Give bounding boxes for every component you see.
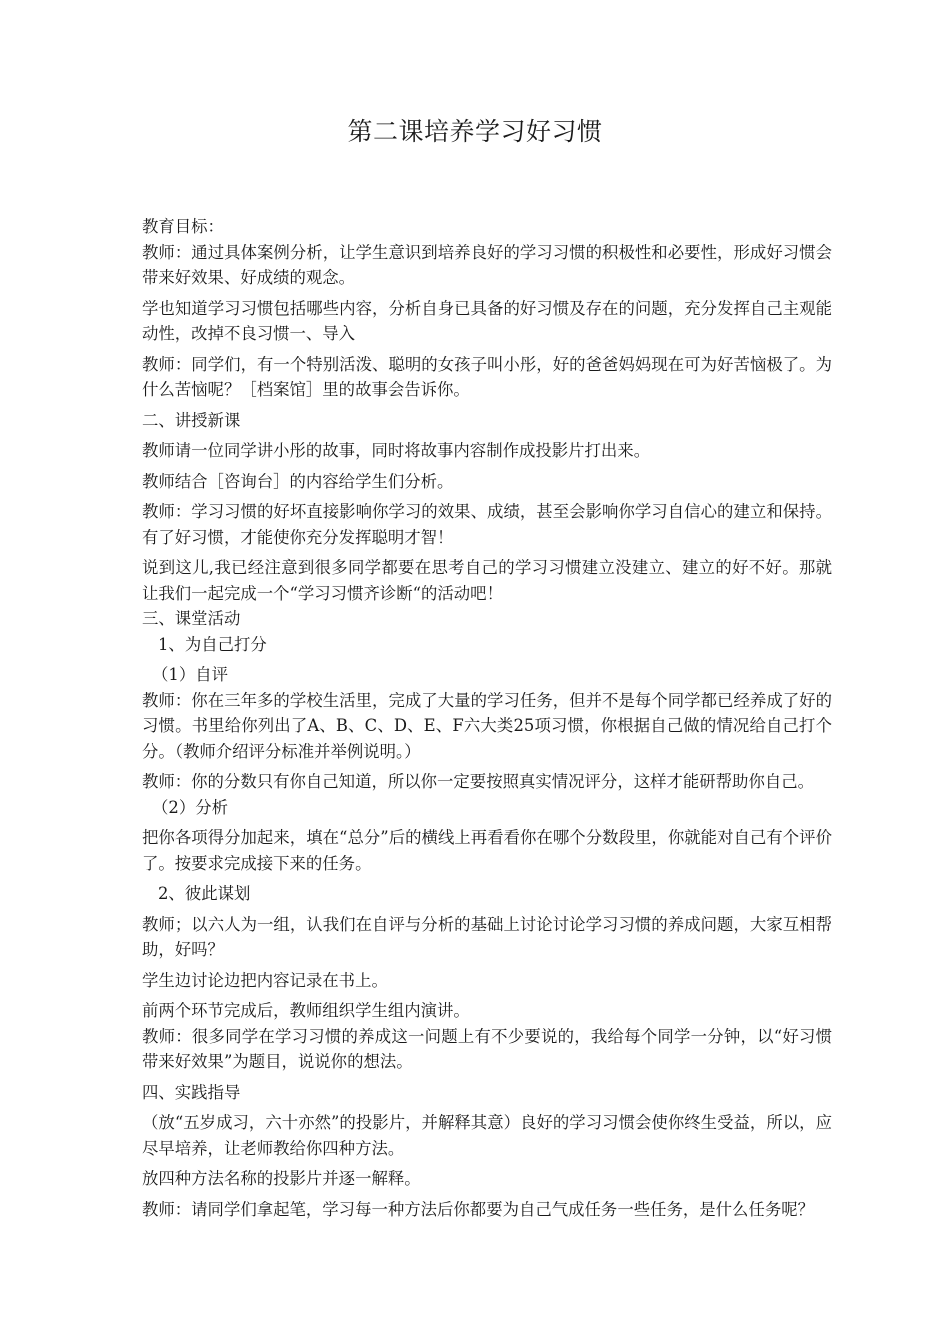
paragraph: 教育目标：	[142, 217, 224, 236]
paragraph: 把你各项得分加起来，填在“总分”后的横线上再看看你在哪个分数段里，你就能对自己有个评价了。按要求完成接下来的任务。	[142, 828, 832, 873]
paragraph: 教师：请同学们拿起笔，学习每一种方法后你都要为自己气成任务一些任务，是什么任务呢？	[142, 1199, 815, 1219]
subsection-heading: （2）分析	[152, 797, 228, 817]
paragraph: 放四种方法名称的投影片并逐一解释。	[142, 1169, 421, 1188]
paragraph: 教师：通过具体案例分析，让学生意识到培养良好的学习习惯的积极性和必要性，形成好习惯会带来好效果、好成绩的观念。	[142, 242, 832, 287]
paragraph: 教师：你在三年多的学校生活里，完成了大量的学习任务，但并不是每个同学都已经养成了好的习惯。书里给你列出了A、B、C、D、E、F六大类25项习惯，你根据自己做的情况给自己打个分。（教师介绍评分标准并举例说明。）	[142, 690, 832, 761]
paragraph: （放“五岁成习，六十亦然”的投影片，并解释其意）良好的学习习惯会使你终生受益，所以，应尽早培养，让老师教给你四种方法。	[142, 1113, 832, 1158]
document-body	[120, 214, 832, 1222]
subsection-heading: 2、彼此谋划	[158, 884, 251, 903]
section-heading: 四、实践指导	[142, 1082, 241, 1102]
paragraph: 说到这儿,我已经注意到很多同学都要在思考自己的学习习惯建立没建立、建立的好不好。那就让我们一起完成一个“学习习惯齐诊断“的活动吧！	[142, 558, 832, 603]
subsection-heading: （1）自评	[152, 665, 228, 684]
paragraph: 教师请一位同学讲小彤的故事，同时将故事内容制作成投影片打出来。	[142, 441, 651, 460]
paragraph: 教师：同学们，有一个特别活泼、聪明的女孩子叫小彤，好的爸爸妈妈现在可为好苦恼极了。为什么苦恼呢？［档案馆］里的故事会告诉你。	[142, 354, 832, 399]
paragraph: 前两个环节完成后，教师组织学生组内演讲。	[142, 1001, 470, 1020]
subsection-heading: 1、为自己打分	[158, 634, 267, 654]
paragraph: 教师；以六人为一组，认我们在自评与分析的基础上讨论讨论学习习惯的养成问题，大家互相帮助，好吗？	[142, 914, 832, 959]
section-heading: 二、讲授新课	[142, 410, 241, 430]
paragraph: 学生边讨论边把内容记录在书上。	[142, 970, 388, 990]
paragraph: 教师结合［咨询台］的内容给学生们分析。	[142, 471, 454, 491]
paragraph: 学也知道学习习惯包括哪些内容，分析自身已具备的好习惯及存在的问题，充分发挥自己主观能动性，改掉不良习惯一、导入	[142, 298, 832, 343]
section-heading: 三、课堂活动	[142, 609, 241, 628]
document-title: 第二课培养学习好习惯	[347, 117, 603, 146]
paragraph: 教师：你的分数只有你自己知道，所以你一定要按照真实情况评分，这样才能研帮助你自己。	[142, 772, 815, 791]
paragraph: 教师：学习习惯的好坏直接影响你学习的效果、成绩，甚至会影响你学习自信心的建立和保持。有了好习惯，才能使你充分发挥聪明才智！	[142, 502, 832, 547]
paragraph: 教师：很多同学在学习习惯的养成这一问题上有不少要说的，我给每个同学一分钟，以“好习惯带来好效果”为题目，说说你的想法。	[142, 1026, 832, 1071]
